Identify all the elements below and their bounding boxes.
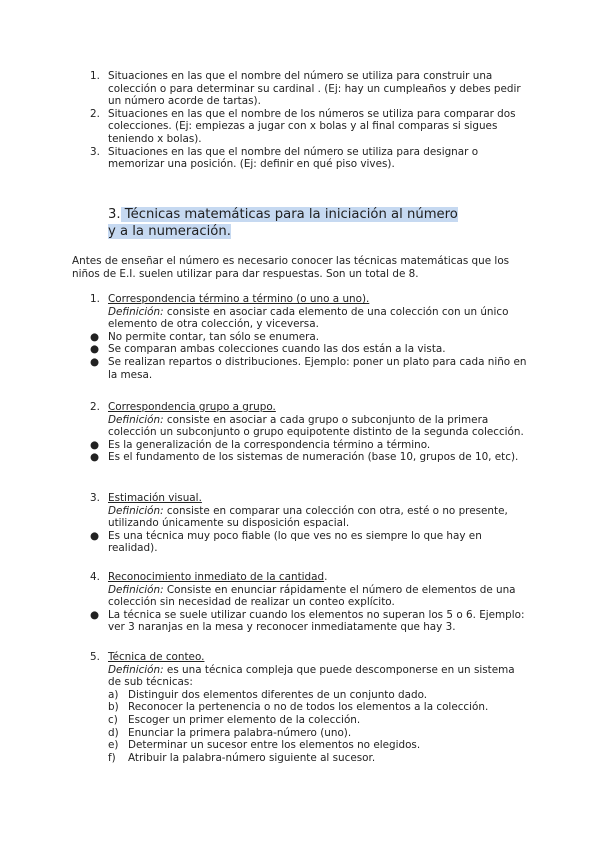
list-item [90,146,524,171]
bullet-text: Es el fundamento de los sistemas de numeración (base 10, grupos de 10, etc). [108,451,519,464]
sub-technique-text: Reconocer la pertenencia o no de todos los elementos a la colección. [128,701,489,714]
definition-label: Definición: [108,305,164,318]
technique-title-row [90,401,528,414]
list-number: 2. [90,107,100,120]
technique-title: Estimación visual. [108,492,202,504]
definition-text: consiste en asociar a cada grupo o subconjunto de la primera colección un subconjunto o grupo equipotente distinto de la segunda colección. [108,413,524,439]
bullet-icon: ● [90,608,100,621]
bullet-text: Es la generalización de la correspondencia término a término. [108,438,431,451]
technique-definition [90,584,528,609]
technique-4 [90,571,528,634]
technique-title-suffix: . [324,571,328,583]
technique-definition [90,664,528,689]
technique-title-row [90,293,528,306]
definition-text: Consiste en enunciar rápidamente el número de elementos de una colección sin necesidad de realizar un conteo explícito. [108,583,516,609]
bullet-icon: ● [90,330,100,343]
definition-label: Definición: [108,583,164,596]
situations-list [90,70,524,171]
bullet-icon: ● [90,438,100,451]
technique-definition [90,306,528,331]
definition-label: Definición: [108,504,164,517]
sub-technique-item [90,739,528,752]
list-text: Situaciones en las que el nombre de los números se utiliza para comparar dos colecciones. (Ej: empiezas a jugar con x bolas y al final comparas si sigues teniendo x bolas). [108,107,516,145]
technique-number: 5. [90,651,100,663]
technique-title-row [90,571,528,584]
technique-title: Correspondencia término a término (o uno a uno). [108,293,370,305]
sub-technique-item [90,727,528,740]
bullet-item [90,439,528,452]
sub-technique-label: d) [108,726,119,739]
bullet-item [90,356,528,381]
list-item [90,108,524,146]
bullet-text: Es una técnica muy poco fiable (lo que ves no es siempre lo que hay en realidad). [108,529,482,555]
bullet-text: La técnica se suele utilizar cuando los elementos no superan los 5 o 6. Ejemplo: ver 3 naranjas en la mesa y reconocer inmediatamente que hay 3. [108,608,525,634]
technique-title: Técnica de conteo. [108,651,205,663]
list-number: 3. [90,145,100,158]
list-text: Situaciones en las que el nombre del número se utiliza para designar o memorizar una posición. (Ej: definir en qué piso vives). [108,145,479,171]
list-number: 1. [90,70,100,82]
intro-paragraph: Antes de enseñar el número es necesario conocer las técnicas matemáticas que los niños de E.I. suelen utilizar para dar respuestas. Son un total de 8. [72,255,510,280]
bullet-item [90,609,528,634]
technique-5 [90,651,528,764]
bullet-icon: ● [90,343,100,356]
heading-number: 3. [108,207,121,222]
definition-text: es una técnica compleja que puede descomponerse en un sistema de sub técnicas: [108,663,515,689]
list-item [90,70,524,108]
bullet-text: No permite contar, tan sólo se enumera. [108,330,320,343]
bullet-icon: ● [90,451,100,464]
sub-technique-item [90,752,528,765]
definition-text: consiste en asociar cada elemento de una colección con un único elemento de otra colección, y viceversa. [108,305,509,331]
sub-technique-text: Distinguir dos elementos diferentes de un conjunto dado. [128,688,428,701]
technique-definition [90,505,528,530]
sub-technique-label: b) [108,701,119,714]
technique-2 [90,401,528,464]
technique-title-row [90,651,528,664]
technique-number: 4. [90,571,100,583]
sub-technique-label: f) [108,751,116,764]
definition-label: Definición: [108,663,164,676]
technique-title: Correspondencia grupo a grupo. [108,401,276,413]
section-heading [108,206,468,240]
technique-title: Reconocimiento inmediato de la cantidad [108,571,325,583]
bullet-item [90,451,528,464]
bullet-text: Se realizan repartos o distribuciones. Ejemplo: poner un plato para cada niño en la mesa. [108,355,527,381]
heading-text: Técnicas matemáticas para la iniciación al número y a la numeración. [108,207,458,239]
sub-technique-label: a) [108,688,119,701]
technique-number: 1. [90,293,100,305]
list-text: Situaciones en las que el nombre del número se utiliza para construir una colección o para determinar su cardinal . (Ej: hay un cumpleaños y debes pedir un número acorde de tartas). [108,70,521,108]
technique-title-row [90,492,528,505]
sub-technique-label: c) [108,713,118,726]
bullet-item [90,331,528,344]
sub-technique-label: e) [108,739,119,752]
bullet-text: Se comparan ambas colecciones cuando las dos están a la vista. [108,343,446,356]
sub-technique-item [90,714,528,727]
sub-technique-item [90,689,528,702]
technique-definition [90,414,528,439]
sub-technique-text: Escoger un primer elemento de la colección. [128,713,361,726]
bullet-item [90,343,528,356]
technique-number: 2. [90,401,100,413]
sub-technique-text: Enunciar la primera palabra-número (uno). [128,726,352,739]
technique-3 [90,492,528,555]
bullet-icon: ● [90,529,100,542]
technique-number: 3. [90,492,100,504]
sub-technique-item [90,701,528,714]
sub-technique-text: Atribuir la palabra-número siguiente al sucesor. [128,751,376,764]
definition-text: consiste en comparar una colección con otra, esté o no presente, utilizando únicamente su disposición espacial. [108,504,508,530]
definition-label: Definición: [108,413,164,426]
sub-technique-text: Determinar un sucesor entre los elementos no elegidos. [128,739,421,752]
technique-1 [90,293,528,381]
bullet-icon: ● [90,355,100,368]
bullet-item [90,530,528,555]
